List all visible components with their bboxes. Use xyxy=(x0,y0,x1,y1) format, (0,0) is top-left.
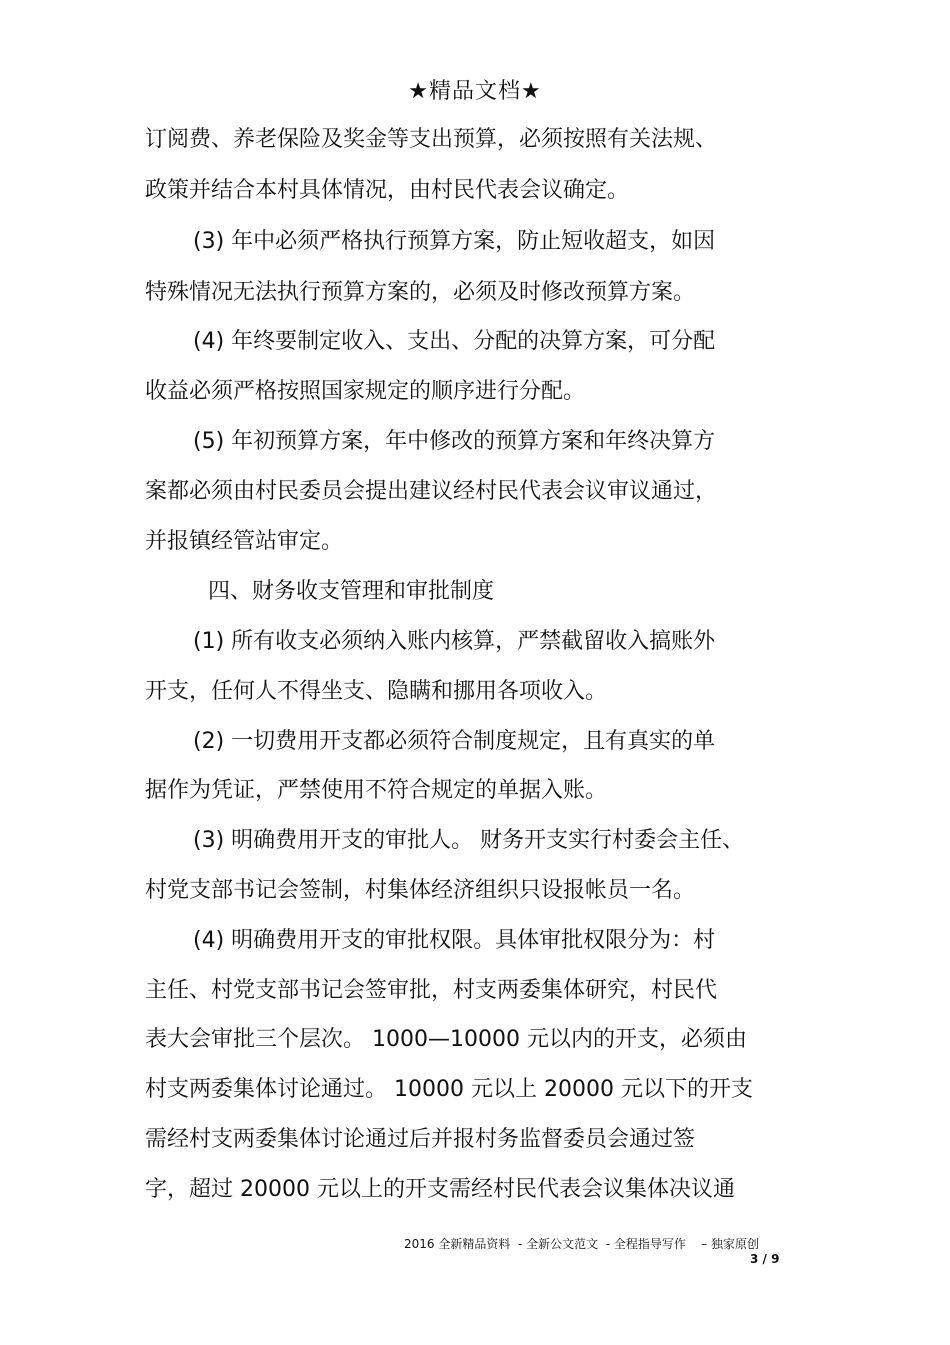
page-number: 3 / 9 xyxy=(750,1252,780,1266)
body-line: 村党支部书记会签制，村集体经济组织只设报帐员一名。 xyxy=(145,878,696,903)
body-line: 收益必须严格按照国家规定的顺序进行分配。 xyxy=(145,379,586,404)
body-line: (3) 年中必须严格执行预算方案，防止短收超支，如因 xyxy=(193,229,716,254)
body-line: (5) 年初预算方案，年中修改的预算方案和年终决算方 xyxy=(193,429,716,454)
body-line: 并报镇经管站审定。 xyxy=(145,529,344,554)
body-line: 案都必须由村民委员会提出建议经村民代表会议审议通过， xyxy=(145,479,718,504)
body-line: 表大会审批三个层次。 1000—10000 元以内的开支，必须由 xyxy=(145,1027,747,1052)
body-line: 订阅费、养老保险及奖金等支出预算，必须按照有关法规、 xyxy=(145,127,718,152)
section-heading: 四、财务收支管理和审批制度 xyxy=(208,579,495,604)
body-line: 字，超过 20000 元以上的开支需经村民代表会议集体决议通 xyxy=(145,1177,735,1202)
footer-text: 2016 全新精品资料 - 全新公文范文 - 全程指导写作 – 独家原创 xyxy=(404,1237,759,1251)
body-line: (4) 明确费用开支的审批权限。具体审批权限分为：村 xyxy=(193,928,716,953)
document-header: ★精品文档★ xyxy=(408,79,542,104)
body-line: 特殊情况无法执行预算方案的，必须及时修改预算方案。 xyxy=(145,280,696,305)
body-line: (2) 一切费用开支都必须符合制度规定，且有真实的单 xyxy=(193,729,716,754)
body-line: 需经村支两委集体讨论通过后并报村务监督委员会通过签 xyxy=(145,1127,696,1152)
body-line: 政策并结合本村具体情况，由村民代表会议确定。 xyxy=(145,178,630,203)
body-line: (1) 所有收支必须纳入账内核算，严禁截留收入搞账外 xyxy=(193,629,716,654)
body-line: (3) 明确费用开支的审批人。 财务开支实行村委会主任、 xyxy=(193,828,745,853)
body-line: 村支两委集体讨论通过。 10000 元以上 20000 元以下的开支 xyxy=(145,1077,753,1102)
body-line: 开支，任何人不得坐支、隐瞒和挪用各项收入。 xyxy=(145,679,608,704)
body-line: (4) 年终要制定收入、支出、分配的决算方案，可分配 xyxy=(193,329,716,354)
body-line: 据作为凭证，严禁使用不符合规定的单据入账。 xyxy=(145,778,608,803)
body-line: 主任、村党支部书记会签审批，村支两委集体研究，村民代 xyxy=(145,978,718,1003)
